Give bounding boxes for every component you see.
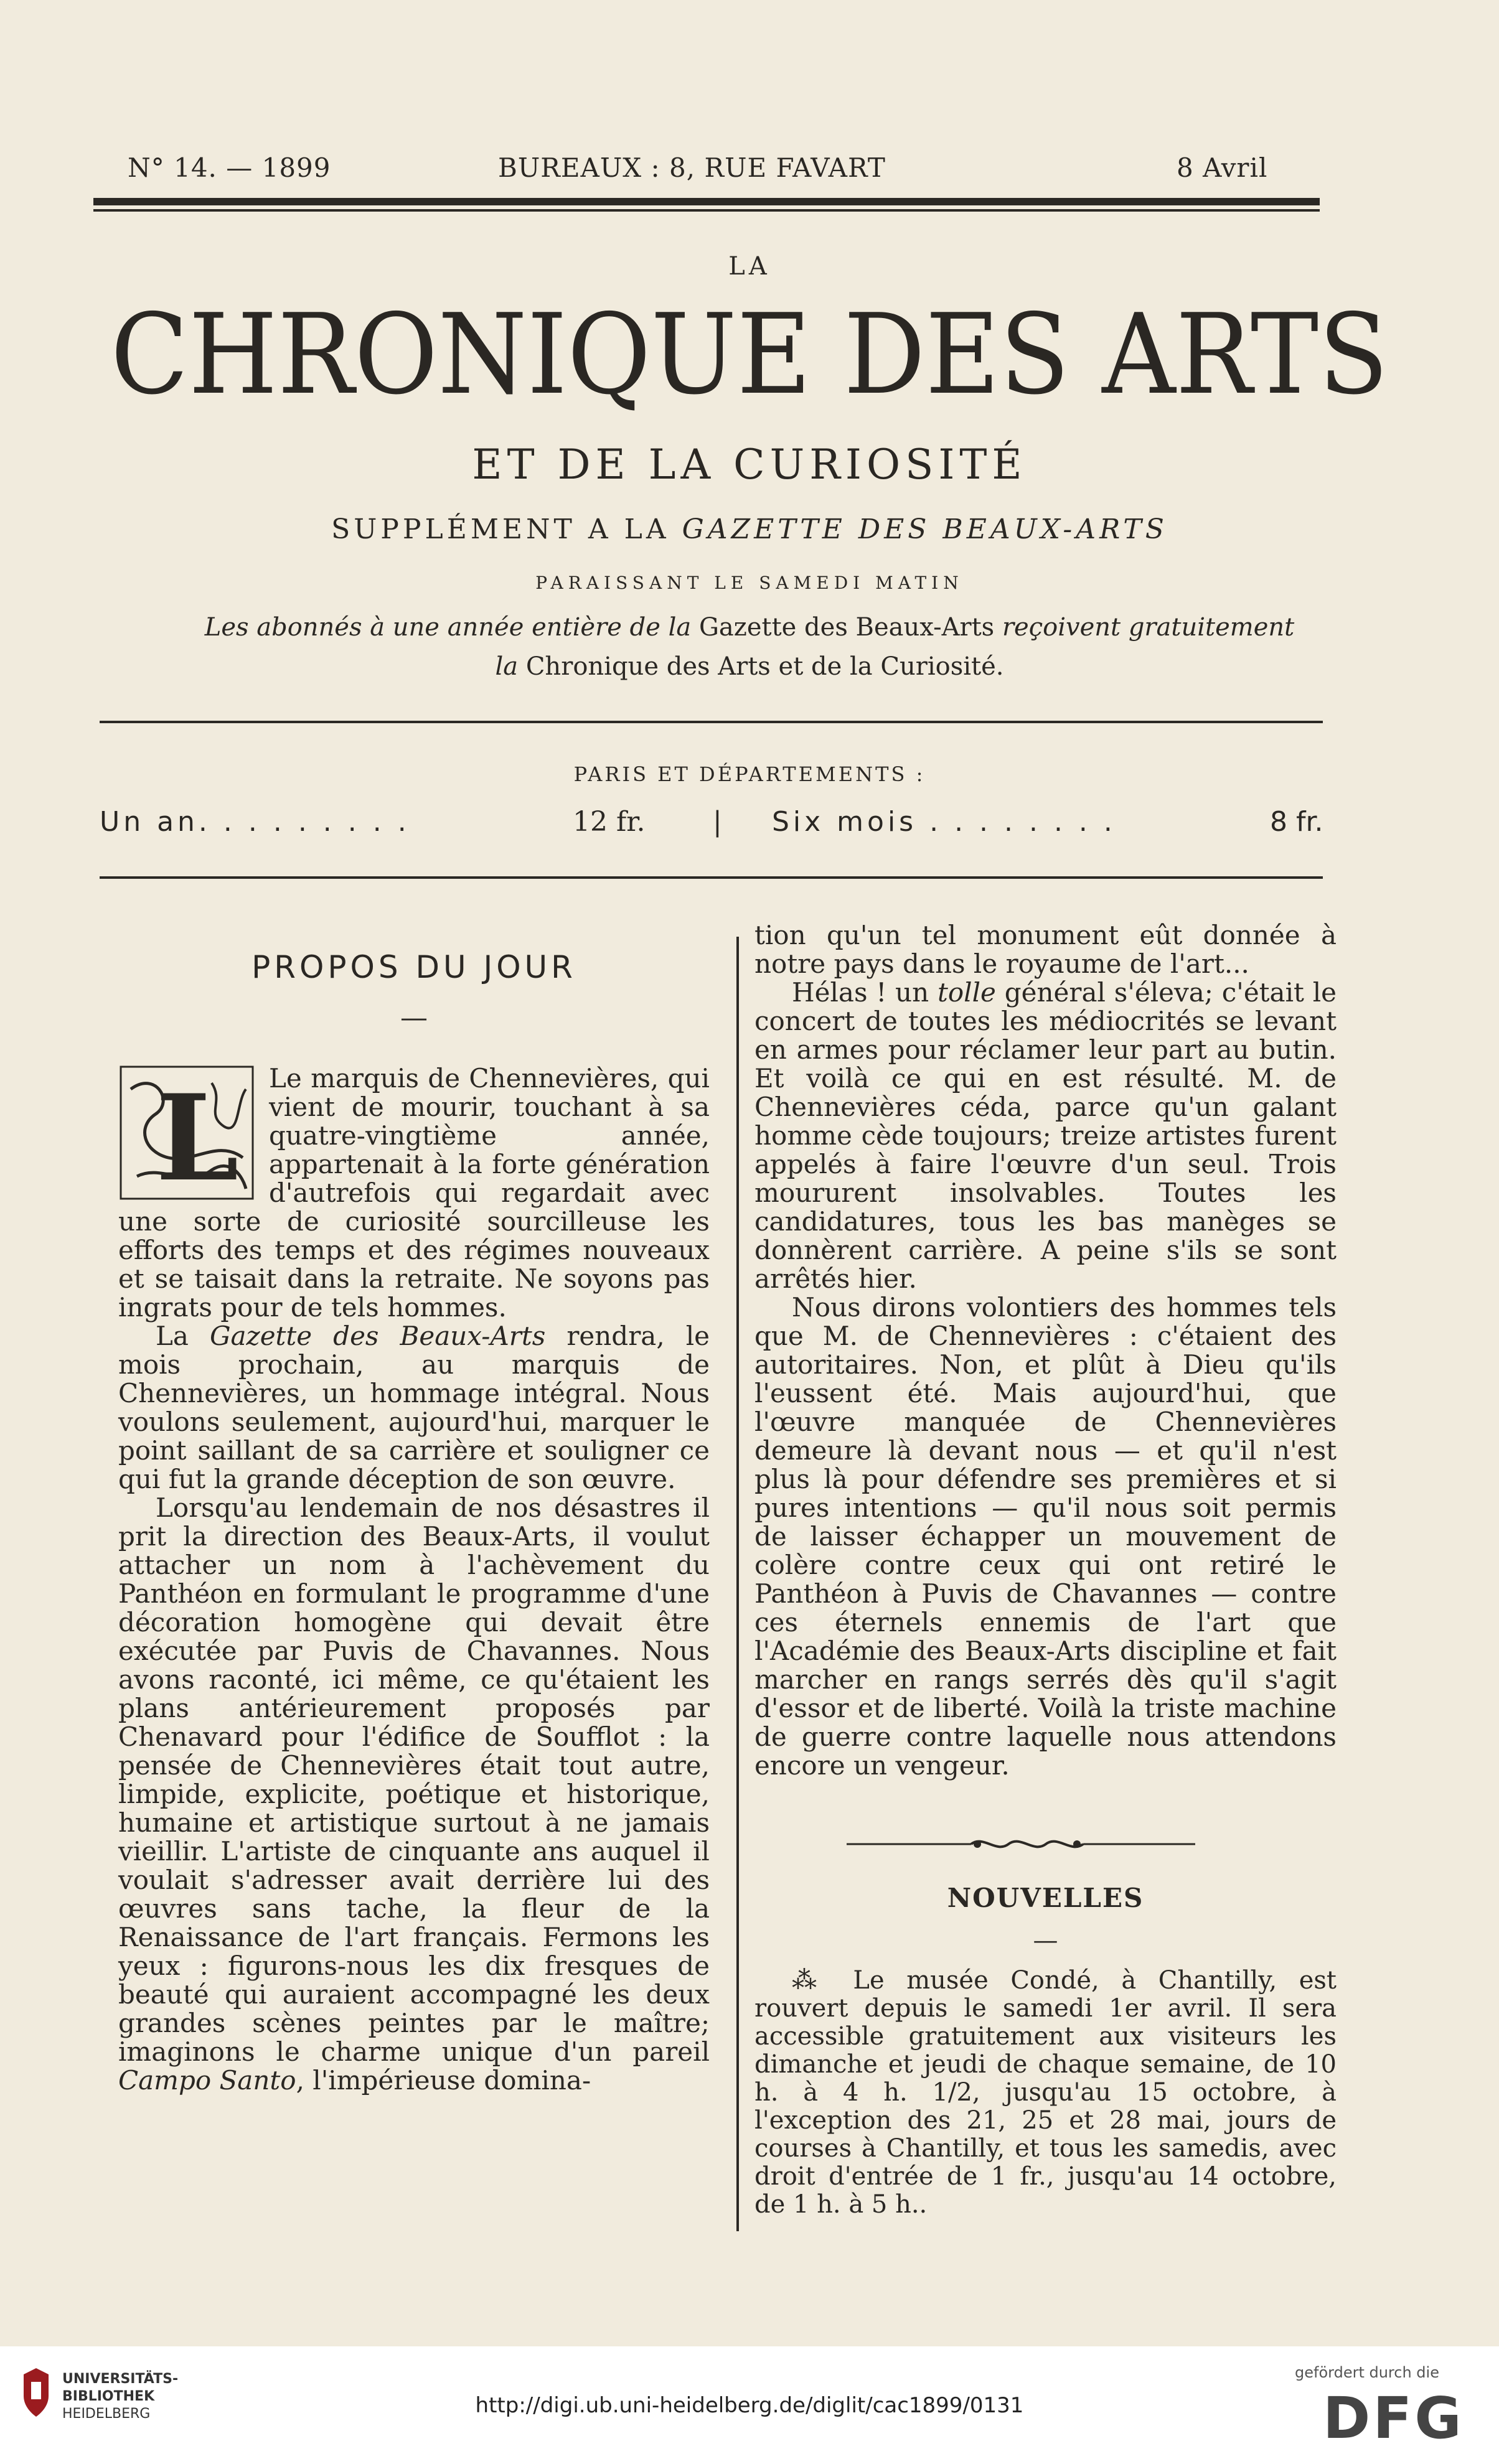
nouvelles-marker: ⁂ xyxy=(792,1966,831,1995)
header-rule-thin xyxy=(93,209,1320,212)
subscribers-text-a: Les abonnés à une année entière de la xyxy=(204,613,692,642)
nouvelles-paragraph xyxy=(754,1967,1337,2219)
six-months-price: 8 fr. xyxy=(1270,806,1323,838)
bureaux-address: BUREAUX : 8, RUE FAVART xyxy=(498,152,886,183)
propos-paragraph-2 xyxy=(118,1322,710,1494)
annual-label: Un an. . . . . . . . . xyxy=(100,806,410,838)
library-name-1: UNIVERSITÄTS- xyxy=(62,2371,179,2387)
masthead-title: CHRONIQUE DES ARTS xyxy=(110,290,1389,419)
right-paragraph-1: tion qu'un tel monument eût donnée à notre pays dans le royaume de l'art... xyxy=(754,920,1337,979)
pricing-label: PARIS ET DÉPARTEMENTS : xyxy=(573,762,926,786)
column-divider xyxy=(736,937,739,2231)
section-ornament xyxy=(847,1835,1195,1853)
propos-p3-campo-santo: Campo Santo xyxy=(118,2065,296,2096)
subscribers-text-e: Chronique des Arts et de la Curiosité. xyxy=(525,652,1004,681)
nouvelles-text: Le musée Condé, à Chantilly, est rouvert depuis le samedi 1er avril. Il sera accessible gratuitement aux visiteurs les dimanche et jeudi de chaque semaine, de 10 h. à 4 h. 1/2, jusqu'au 15 octobre, à l'exception des 21, 25 et 28 mai, jours de courses à Chantilly, et tous les samedis, avec droit d'entrée de 1 fr., jusqu'au 14 octobre, de 1 h. à 5 h.. xyxy=(754,1966,1337,2219)
funded-by-label: gefördert durch die xyxy=(1295,2364,1439,2381)
propos-left-column xyxy=(118,1064,710,2095)
propos-right-column xyxy=(754,921,1337,1780)
issue-number: N° 14. — 1899 xyxy=(128,152,331,183)
propos-paragraph-1 xyxy=(118,1064,710,1322)
supplement-gazette: GAZETTE DES BEAUX-ARTS xyxy=(682,513,1168,545)
subscribers-text-d: la xyxy=(495,652,519,681)
right-paragraph-3: Nous dirons volontiers des hommes tels que M. de Chennevières : c'étaient des autoritaires. Non, et plût à Dieu qu'ils l'eussent été. Mais aujourd'hui, que l'œuvre manquée de Chennevières demeure là devant nous — et qu'il n'est plus là pour défendre ses premières et si pures intentions — qu'il nous soit permis de laisser échapper un mouvement de colère contre ceux qui ont retiré le Panthéon à Puvis de Chavannes — contre ces éternels ennemis de l'art que l'Académie des Beaux-Arts discipline et fait marcher en rangs serrés dès qu'il s'agit d'essor et de liberté. Voilà la triste machine de guerre contre laquelle nous attendons encore un vengeur. xyxy=(754,1292,1337,1781)
svg-text:L: L xyxy=(156,1069,239,1201)
pricing-rule xyxy=(100,876,1323,879)
propos-p2-b: rendra, le mois prochain, au marquis de Chennevières, un hommage intégral. Nous voulons seulement, aujourd'hui, marquer le point saillant de sa carrière et souligner ce qui fut la grande déception de son œuvre. xyxy=(118,1321,710,1494)
header-rule-thick xyxy=(93,198,1320,205)
subscribers-line-1 xyxy=(0,613,1499,642)
propos-paragraph-1-text: Le marquis de Chennevières, qui vient de mourir, touchant à sa quatre-vingtième année, appartenait à la forte génération d'autrefois qui regardait avec une sorte de curiosité sourcilleuse les efforts des temps et des régimes nouveaux et se taisait dans la retraite. Ne soyons pas ingrats pour de tels hommes. xyxy=(118,1063,710,1323)
propos-p3-end: , l'impérieuse domina- xyxy=(296,2065,591,2096)
subscribers-line-2 xyxy=(0,652,1499,681)
propos-dash: — xyxy=(400,1002,428,1034)
frequency-line: PARAISSANT LE SAMEDI MATIN xyxy=(535,573,964,593)
price-separator: | xyxy=(713,806,722,838)
propos-p2-a: La xyxy=(156,1321,189,1351)
annual-price: 12 fr. xyxy=(573,806,646,838)
source-url-link[interactable]: http://digi.ub.uni-heidelberg.de/diglit/cac1899/0131 xyxy=(475,2393,1024,2418)
six-months-label: Six mois . . . . . . . . xyxy=(772,806,1116,838)
nouvelles-item xyxy=(754,1967,1337,2219)
subscribers-text-c: reçoivent gratuitement xyxy=(1002,613,1295,642)
dropcap-l-ornament xyxy=(118,1064,255,1201)
nouvelles-heading: NOUVELLES xyxy=(947,1883,1144,1913)
library-name-2: BIBLIOTHEK xyxy=(62,2389,155,2404)
supplement-prefix: SUPPLÉMENT A LA xyxy=(331,513,670,545)
propos-p2-gazette: Gazette des Beaux-Arts xyxy=(209,1321,546,1351)
supplement-line xyxy=(0,513,1499,545)
right-p2-a: Hélas ! un xyxy=(792,977,929,1008)
right-p2-tolle: tolle xyxy=(937,977,996,1008)
footer-bar xyxy=(0,2346,1499,2464)
propos-p3-text: Lorsqu'au lendemain de nos désastres il prit la direction des Beaux-Arts, il voulut attacher un nom à l'achèvement du Panthéon en formulant le programme d'une décoration homogène qui devait être exécutée par Puvis de Chavannes. Nous avons raconté, ici même, ce qu'étaient les plans antérieurement proposés par Chenavard pour l'édifice de Soufflot : la pensée de Chennevières était tout autre, limpide, explicite, poétique et historique, humaine et artistique surtout à ne jamais vieillir. L'artiste de cinquante ans auquel il voulait s'adresser avait derrière lui des œuvres sans tache, la fleur de la Renaissance de l'art français. Fermons les yeux : figurons-nous les dix fresques de beauté qui auraient accompagné les deux grandes scènes peintes par le maître; imaginons le charme unique d'un pareil xyxy=(118,1492,710,2067)
dfg-logo: DFG xyxy=(1323,2385,1464,2452)
propos-paragraph-3 xyxy=(118,1494,710,2095)
masthead-la: LA xyxy=(728,252,771,281)
nouvelles-dash: — xyxy=(1033,1926,1058,1955)
subscribers-text-b: Gazette des Beaux-Arts xyxy=(698,613,995,642)
propos-heading: PROPOS DU JOUR xyxy=(251,949,576,985)
issue-date: 8 Avril xyxy=(1177,152,1268,183)
masthead-rule xyxy=(100,721,1323,723)
right-p2-b: général s'éleva; c'était le concert de toutes les médiocrités se levant en armes pour réclamer leur part au butin. Et voilà ce qui en est résulté. M. de Chennevières céda, parce qu'un galant homme cède toujours; treize artistes furent appelés à faire l'œuvre d'un seul. Trois moururent insolvables. Toutes les candidatures, tous les bas manèges se donnèrent carrière. A peine s'ils se sont arrêtés hier. xyxy=(754,977,1337,1294)
right-paragraph-2 xyxy=(754,978,1337,1293)
masthead-subtitle: ET DE LA CURIOSITÉ xyxy=(472,441,1027,489)
library-name-3: HEIDELBERG xyxy=(62,2406,151,2422)
